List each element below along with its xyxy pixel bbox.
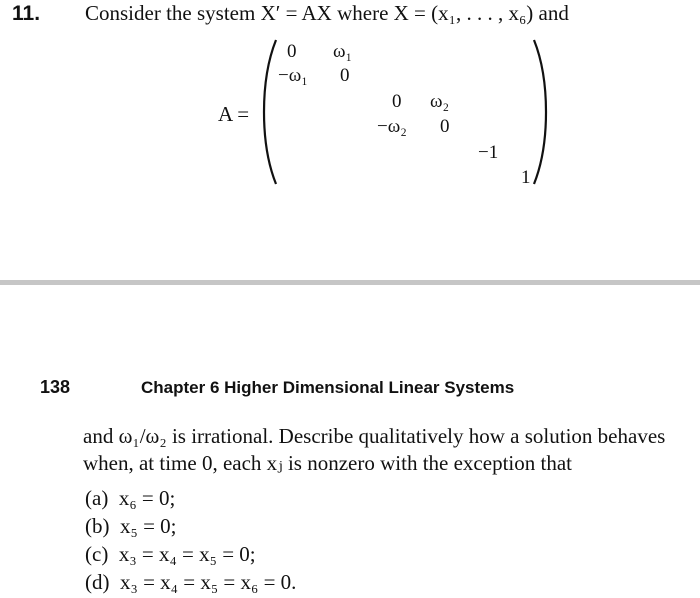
item-text: x₆ = 0; bbox=[118, 486, 176, 510]
item-label: (c) bbox=[85, 542, 109, 566]
matrix-cell: 1 bbox=[521, 167, 531, 188]
matrix-cell: −ω₁ bbox=[278, 65, 308, 86]
matrix-cell: −1 bbox=[478, 142, 499, 163]
matrix-cell: ω₁ bbox=[333, 41, 353, 62]
list-item bbox=[85, 486, 175, 511]
item-text: x₃ = x₄ = x₅ = x₆ = 0. bbox=[120, 570, 297, 594]
left-bracket bbox=[264, 40, 276, 184]
item-label: (b) bbox=[85, 514, 110, 538]
matrix-cell: 0 bbox=[287, 41, 297, 62]
list-item bbox=[85, 570, 296, 595]
matrix-label: A = bbox=[218, 102, 250, 126]
list-item bbox=[85, 514, 177, 539]
right-bracket bbox=[534, 40, 546, 184]
problem-continuation: and ω₁/ω₂ is irrational. Describe qualitatively how a solution behaves when, at time 0, each xⱼ is nonzero with the exception that bbox=[83, 424, 666, 475]
list-item bbox=[85, 542, 256, 567]
matrix-cell: 0 bbox=[392, 91, 402, 112]
item-text: x₅ = 0; bbox=[120, 514, 177, 538]
chapter-title: Chapter 6 Higher Dimensional Linear Systems bbox=[141, 378, 515, 397]
item-text: x₃ = x₄ = x₅ = 0; bbox=[118, 542, 256, 566]
problem-number: 11. bbox=[12, 2, 41, 25]
page-number: 138 bbox=[40, 377, 71, 397]
item-label: (a) bbox=[85, 486, 109, 510]
matrix-cell: 0 bbox=[340, 65, 350, 86]
problem-statement: Consider the system X′ = AX where X = (x₁, . . . , x₆) and bbox=[85, 1, 569, 25]
matrix-brackets bbox=[258, 36, 558, 188]
matrix-cell: 0 bbox=[440, 116, 450, 137]
matrix-cell: −ω₂ bbox=[377, 116, 407, 137]
item-label: (d) bbox=[85, 570, 110, 594]
matrix-cell: ω₂ bbox=[430, 91, 450, 112]
page-divider bbox=[0, 280, 700, 285]
